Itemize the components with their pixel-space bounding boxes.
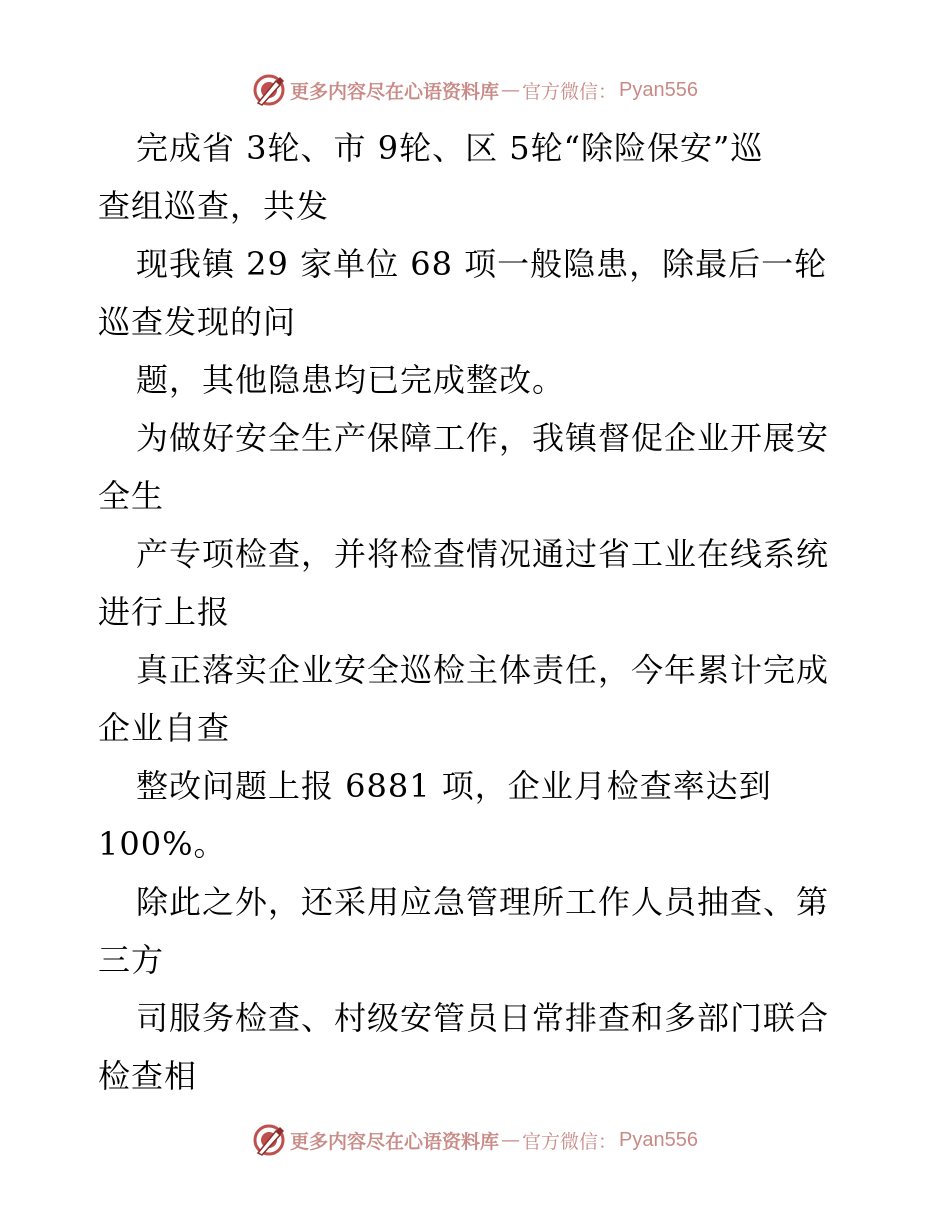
body-line: 进行上报	[98, 593, 231, 631]
body-line: 题，其他隐患均已完成整改。	[136, 361, 566, 399]
body-line: 检查相	[98, 1057, 198, 1095]
body-line: 巡查发现的问	[98, 303, 297, 341]
body-line: 企业自查	[98, 709, 231, 747]
body-line: 100%。	[98, 825, 227, 863]
body-line: 真正落实企业安全巡检主体责任，今年累计完成	[136, 651, 830, 689]
footer-brand-text: 更多内容尽在心语资料库	[290, 1130, 500, 1153]
footer-wechat-label: 官方微信：	[522, 1130, 618, 1153]
body-line: 为做好安全生产保障工作，我镇督促企业开展安	[136, 419, 830, 457]
footer-banner	[0, 1120, 950, 1160]
body-line: 产专项检查，并将检查情况通过省工业在线系统	[136, 535, 830, 573]
body-line: 全生	[98, 477, 165, 515]
header-separator: —	[501, 79, 521, 101]
body-line: 完成省 3轮、市 9轮、区 5轮“除险保安”巡	[136, 129, 764, 167]
body-line: 三方	[98, 941, 165, 979]
footer-separator: —	[501, 1129, 521, 1151]
body-line: 除此之外，还采用应急管理所工作人员抽查、第	[136, 883, 830, 921]
body-line: 司服务检查、村级安管员日常排查和多部门联合	[136, 999, 830, 1037]
pen-logo-icon	[252, 1123, 286, 1157]
header-brand-text: 更多内容尽在心语资料库	[290, 80, 500, 103]
pen-logo-icon	[252, 73, 286, 107]
header-wechat-label: 官方微信：	[522, 80, 618, 103]
body-line: 查组巡查，共发	[98, 187, 330, 225]
footer-wechat-id: Pyan556	[619, 1128, 698, 1151]
body-line: 整改问题上报 6881 项，企业月检查率达到	[136, 767, 772, 805]
header-banner	[0, 70, 950, 110]
body-line: 现我镇 29 家单位 68 项一般隐患，除最后一轮	[136, 245, 828, 283]
header-wechat-id: Pyan556	[619, 78, 698, 101]
